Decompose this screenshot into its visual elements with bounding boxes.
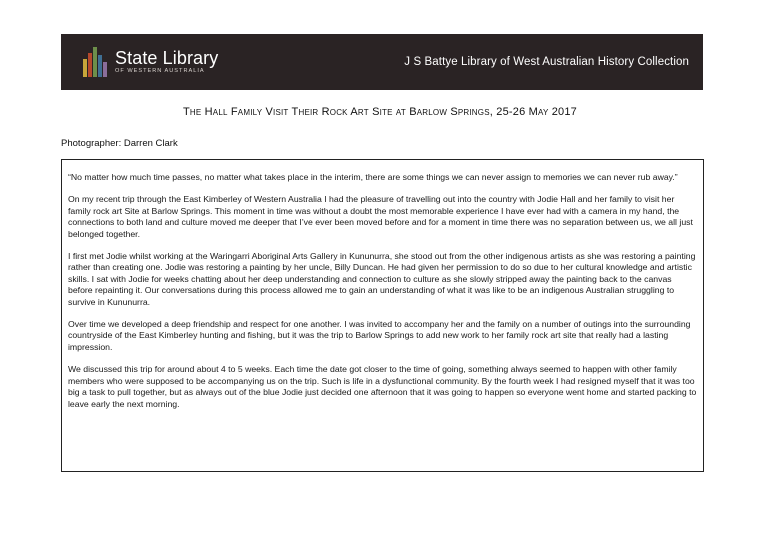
header-banner bbox=[61, 34, 703, 90]
collection-name: J S Battye Library of West Australian History Collection bbox=[404, 56, 689, 68]
story-text-box bbox=[61, 159, 704, 472]
story-paragraph: Over time we developed a deep friendship and respect for one another. I was invited to accompany her and the family on a number of outings into the surrounding countryside of the East Kimberley hunting and fishing, but it was the trip to Barlow Springs to add new work to her family rock art site that really had a lasting impression. bbox=[68, 319, 691, 352]
story-paragraph: I first met Jodie whilst working at the Waringarri Aboriginal Arts Gallery in Kununurra, she stood out from the other indigenous artists as she was restoring a painting rather than creating one. Jodie was restoring a painting by her uncle, Billy Duncan. He had given her permission to do so due to her cultural knowledge and artistic skills. I sat with Jodie for weeks chatting about her deep understanding and connection to culture as she slowly stripped away the painting back to the canvas before repainting it. Our conversations during this process allowed me to gain an understanding of what it was like to be an indigenous Australian struggling to survive in Kununurra. bbox=[68, 251, 696, 307]
document-title: The Hall Family Visit Their Rock Art Site at Barlow Springs, 25-26 May 2017 bbox=[182, 106, 578, 118]
logo-title: State Library bbox=[115, 48, 219, 69]
book-spines-icon bbox=[83, 47, 109, 77]
photographer-credit: Photographer: Darren Clark bbox=[61, 138, 178, 149]
story-paragraph: On my recent trip through the East Kimberley of Western Australia I had the pleasure of travelling out into the country with Jodie Hall and her family to visit her family rock art Site at Barlow Springs. This moment in time was without a doubt the most memorable experience I have ever had with a camera in my hand, the connections to both land and culture moved me deeper that I’ve ever been moved before and for a moment in time there was no separation between us, we all just belonged together. bbox=[68, 194, 693, 239]
story-paragraph: We discussed this trip for around about 4 to 5 weeks. Each time the date got closer to the time of going, something always seemed to happen with other family members who were supposed to be accompanying us on the trip. Such is life in a dysfunctional community. By the fourth week I had resigned myself that it was too big a task to pull together, but as always out of the blue Jodie just decided one afternoon that it was going to happen so everyone went home and started packing to leave early the next morning. bbox=[68, 364, 697, 409]
logo-subtitle: OF WESTERN AUSTRALIA bbox=[115, 68, 205, 75]
state-library-logo[interactable] bbox=[83, 47, 218, 77]
story-paragraph: “No matter how much time passes, no matter what takes place in the interim, there are some things we can never assign to memories we can never rub away.” bbox=[68, 172, 678, 182]
